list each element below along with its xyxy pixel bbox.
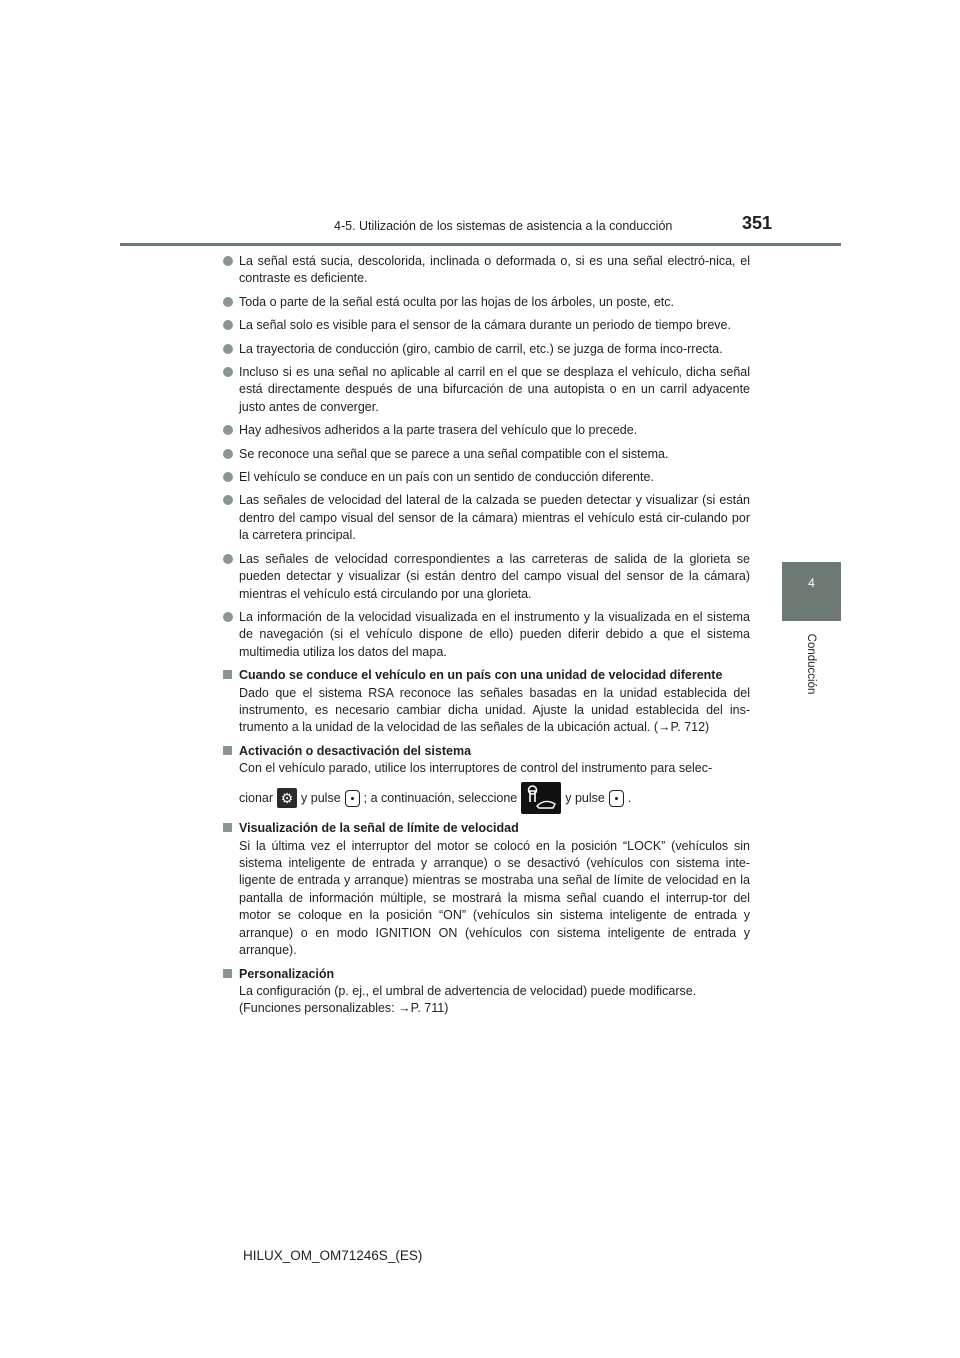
list-item: El vehículo se conduce en un país con un sentido de conducción diferente. (222, 469, 750, 486)
section-activation: Activación o desactivación del sistema Con el vehículo parado, utilice los interruptores de control del instrumento para selec- cionar ⚙ y pulse ; a continuación, seleccione y pulse . (222, 743, 750, 815)
ok-switch-icon (345, 790, 360, 807)
bullet-icon (223, 320, 233, 330)
bullet-icon (223, 449, 233, 459)
section-body: Dado que el sistema RSA reconoce las señales basadas en la unidad establecida del instrumento, es necesario cambiar dicha unidad. Ajuste la unidad establecida del ins-trumento a la unidad de la velocidad de las señales de la ubicación actual. (→P. 712) (239, 685, 750, 735)
section-title: 4-5. Utilización de los sistemas de asistencia a la conducción (334, 219, 673, 233)
page-reference: (Funciones personalizables: →P. 711) (239, 1001, 449, 1016)
list-item: Las señales de velocidad correspondientes a las carreteras de salida de la glorieta se pueden detectar y visualizar (si están dentro del campo visual del sensor de la cámara) mientras el vehículo está circulando por una glorieta. (222, 551, 750, 603)
section-heading: Personalización (239, 966, 335, 981)
section-body: Si la última vez el interruptor del motor se colocó en la posición “LOCK” (vehículos sin sistema inteligente de entrada y arranque) o se desactivó (vehículos con sistema inte-ligente de entrada y arranque) mientras se mostraba una señal de límite de velocidad en la pantalla de información múltiple, se mostrará la misma señal cuando el interrup-tor del motor se coloque en la posición “ON” (vehículos sin sistema inteligente de entrada y arranque) o en modo IGNITION ON (vehículos con sistema inteligente de entrada y arranque). (239, 838, 750, 958)
bullet-icon (223, 297, 233, 307)
chapter-number: 4 (808, 576, 815, 590)
bullet-icon (223, 495, 233, 505)
main-content (222, 253, 750, 1024)
section-heading: Cuando se conduce el vehículo en un país con una unidad de velocidad diferente (239, 668, 723, 683)
section-heading: Activación o desactivación del sistema (239, 743, 472, 758)
list-item: La información de la velocidad visualizada en el instrumento y la visualizada en el sistema de navegación (si el vehículo dispone de ello) pueden diferir debido a que el sistema multimedia utiliza los datos del mapa. (222, 609, 750, 661)
chapter-label: Conducción (805, 633, 817, 695)
settings-gear-icon: ⚙ (277, 788, 297, 808)
section-marker-icon (223, 746, 232, 755)
list-item: Las señales de velocidad del lateral de la calzada se pueden detectar y visualizar (si están dentro del campo visual del sensor de la cámara) mientras el vehículo está cir-culando por la carretera principal. (222, 492, 750, 544)
bullet-icon (223, 554, 233, 564)
list-item: Toda o parte de la señal está oculta por las hojas de los árboles, un poste, etc. (222, 294, 750, 311)
section-heading: Visualización de la señal de límite de velocidad (239, 821, 519, 836)
bullet-icon (223, 425, 233, 435)
chapter-tab (782, 562, 841, 621)
footer-model-code: HILUX_OM_OM71246S_(ES) (243, 1248, 423, 1263)
rsa-system-icon (521, 782, 561, 814)
section-marker-icon (223, 823, 232, 832)
section-speed-limit-display (222, 820, 750, 959)
list-item: La señal está sucia, descolorida, inclinada o deformada o, si es una señal electró-nica, el contraste es deficiente. (222, 253, 750, 288)
section-speed-unit (222, 667, 750, 737)
section-customization (222, 966, 750, 1018)
list-item: Se reconoce una señal que se parece a una señal compatible con el sistema. (222, 446, 750, 463)
bullet-icon (223, 367, 233, 377)
section-body: La configuración (p. ej., el umbral de advertencia de velocidad) puede modificarse. (239, 983, 697, 998)
list-item: Incluso si es una señal no aplicable al carril en el que se desplaza el vehículo, dicha señal está directamente después de una bifurcación de una autopista o en un carril adyacente justo antes de converger. (222, 364, 750, 416)
list-item: La trayectoria de conducción (giro, cambio de carril, etc.) se juzga de forma inco-rrecta. (222, 341, 750, 358)
page-number: 351 (742, 213, 773, 233)
ok-switch-icon (609, 790, 624, 807)
bullet-icon (223, 256, 233, 266)
header-divider (120, 243, 841, 246)
list-item: La señal solo es visible para el sensor de la cámara durante un periodo de tiempo breve. (222, 317, 750, 334)
bullet-icon (223, 344, 233, 354)
list-item: Hay adhesivos adheridos a la parte trasera del vehículo que lo precede. (222, 422, 750, 439)
bullet-icon (223, 612, 233, 622)
section-body: Con el vehículo parado, utilice los interruptores de control del instrumento para selec- (239, 761, 713, 776)
section-marker-icon (223, 670, 232, 679)
bullet-icon (223, 472, 233, 482)
section-marker-icon (223, 969, 232, 978)
